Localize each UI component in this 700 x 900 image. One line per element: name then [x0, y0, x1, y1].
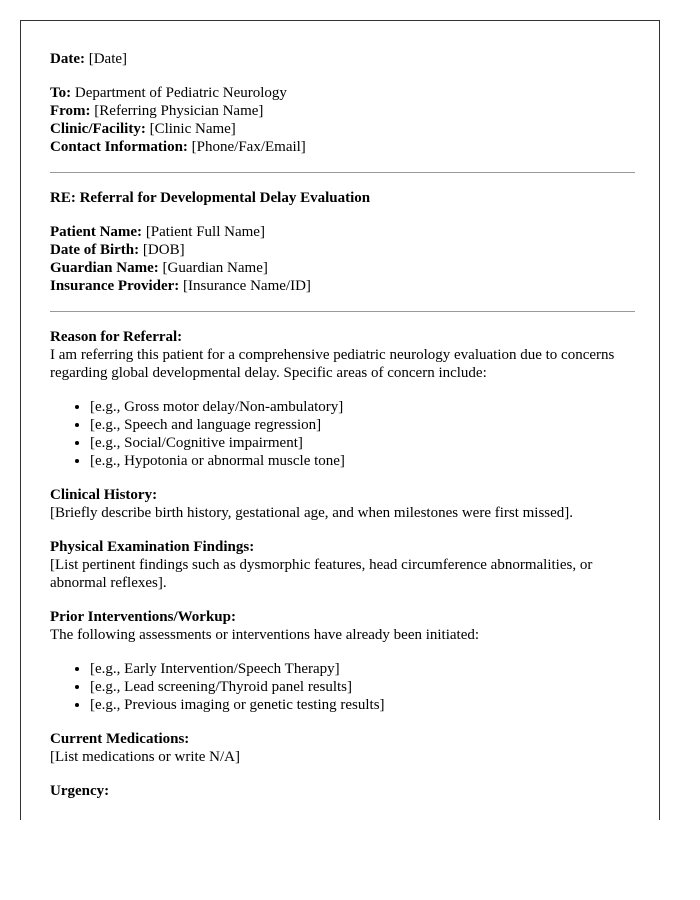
- from-label: From:: [50, 103, 91, 119]
- spacer: [50, 522, 635, 538]
- prior-heading: Prior Interventions/Workup:: [50, 609, 236, 625]
- guardian-label: Guardian Name:: [50, 260, 159, 276]
- from-line: [50, 102, 635, 120]
- list-item: • [e.g., Gross motor delay/Non-ambulatory]: [90, 398, 635, 416]
- date-line: [50, 50, 635, 68]
- dob-value: [DOB]: [142, 242, 185, 258]
- prior-list: [50, 660, 635, 714]
- list-item: • [e.g., Speech and language regression]: [90, 416, 635, 434]
- letter-page: [20, 20, 660, 820]
- to-value: Department of Pediatric Neurology: [74, 85, 287, 101]
- spacer: [50, 592, 635, 608]
- contact-line: [50, 138, 635, 156]
- insurance-line: [50, 277, 635, 295]
- list-item: • [e.g., Social/Cognitive impairment]: [90, 434, 635, 452]
- divider: [50, 172, 635, 173]
- subject-text: RE: Referral for Developmental Delay Evaluation: [50, 190, 371, 206]
- divider: [50, 311, 635, 312]
- medications-text: [List medications or write N/A]: [50, 749, 240, 765]
- dob-label: Date of Birth:: [50, 242, 140, 258]
- subject-line: [50, 189, 635, 207]
- prior-text: The following assessments or interventions have already been initiated:: [50, 627, 480, 643]
- medications-heading: Current Medications:: [50, 731, 190, 747]
- spacer: [50, 68, 635, 84]
- clinic-value: [Clinic Name]: [149, 121, 236, 137]
- reason-list: [50, 398, 635, 470]
- letter-content: [50, 50, 635, 800]
- reason-text: I am referring this patient for a comprehensive pediatric neurology evaluation due to concerns regarding global developmental delay. Specific areas of concern include:: [50, 347, 615, 381]
- guardian-value: [Guardian Name]: [162, 260, 268, 276]
- reason-heading: Reason for Referral:: [50, 329, 183, 345]
- clinic-line: [50, 120, 635, 138]
- patient-name-value: [Patient Full Name]: [145, 224, 265, 240]
- date-value: [Date]: [88, 51, 128, 67]
- dob-line: [50, 241, 635, 259]
- patient-name-line: [50, 223, 635, 241]
- to-label: To:: [50, 85, 72, 101]
- list-item: • [e.g., Previous imaging or genetic testing results]: [90, 696, 635, 714]
- list-item: • [e.g., Lead screening/Thyroid panel results]: [90, 678, 635, 696]
- contact-label: Contact Information:: [50, 139, 188, 155]
- list-item: • [e.g., Hypotonia or abnormal muscle tone]: [90, 452, 635, 470]
- spacer: [50, 766, 635, 782]
- clinic-label: Clinic/Facility:: [50, 121, 146, 137]
- to-line: [50, 84, 635, 102]
- contact-value: [Phone/Fax/Email]: [191, 139, 306, 155]
- history-text: [Briefly describe birth history, gestational age, and when milestones were first missed].: [50, 505, 574, 521]
- guardian-line: [50, 259, 635, 277]
- patient-name-label: Patient Name:: [50, 224, 143, 240]
- exam-heading: Physical Examination Findings:: [50, 539, 255, 555]
- date-label: Date:: [50, 51, 85, 67]
- exam-text: [List pertinent findings such as dysmorphic features, head circumference abnormalities, or abnormal reflexes].: [50, 557, 593, 591]
- insurance-label: Insurance Provider:: [50, 278, 180, 294]
- spacer: [50, 207, 635, 223]
- list-item: • [e.g., Early Intervention/Speech Therapy]: [90, 660, 635, 678]
- insurance-value: [Insurance Name/ID]: [183, 278, 311, 294]
- urgency-heading: Urgency:: [50, 783, 110, 799]
- from-value: [Referring Physician Name]: [94, 103, 264, 119]
- history-heading: Clinical History:: [50, 487, 158, 503]
